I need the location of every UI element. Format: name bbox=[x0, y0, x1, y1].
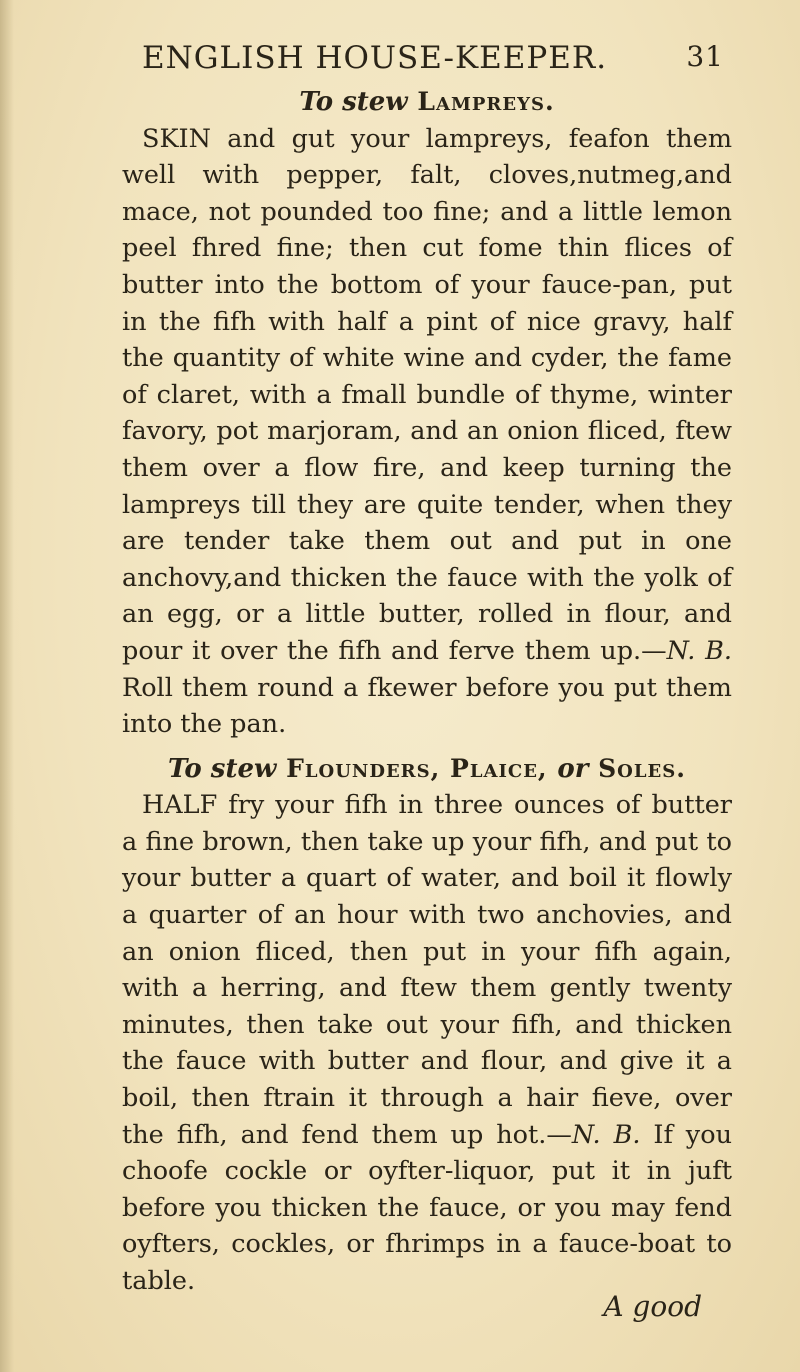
heading-subject: Flounders, Plaice, bbox=[286, 753, 548, 783]
heading-italic: To stew bbox=[168, 753, 277, 784]
binding-shadow bbox=[0, 0, 14, 1372]
recipe-text-after: If you choofe cockle or oyfter-liquor, put it in juft before you thicken the fauce, or you may fend oyfters, cockles, or fhrimps in a fauce-boat to table. bbox=[122, 1119, 732, 1296]
recipe-text: SKIN and gut your lampreys, feafon them well with pepper, falt, cloves,nutmeg,and mace, not pounded too fine; and a little lemon peel fhred fine; then cut fome thin flices of butter into the bottom of your fauce-pan, put in the fifh with half a pint of nice gravy, half the quantity of white wine and cyder, the fame of claret, with a fmall bundle of thyme, winter favory, pot marjoram, and an onion fliced, ftew them over a flow fire, and keep turning the lampreys till they are quite tender, when they are tender take them out and put in one anchovy,and thicken the fauce with the yolk of an egg, or a little butter, rolled in flour, and pour it over the fifh and ferve them up.— bbox=[122, 123, 732, 666]
recipe-heading-lampreys bbox=[122, 84, 732, 121]
recipe-heading-flounders bbox=[122, 751, 732, 788]
heading-italic: To stew bbox=[299, 87, 408, 117]
heading-or: or bbox=[557, 753, 589, 784]
heading-subject: Lampreys. bbox=[417, 87, 555, 116]
nota-bene: N. B. bbox=[571, 1119, 641, 1150]
recipe-text-after: Roll them round a fkewer before you put them into the pan. bbox=[122, 672, 732, 740]
page-number: 31 bbox=[686, 40, 724, 73]
running-header bbox=[142, 40, 724, 76]
recipe-text: HALF fry your fifh in three ounces of butter a fine brown, then take up your fifh, and put to your butter a quart of water, and boil it flowly a quarter of an hour with two anchovies, and an onion fliced, then put in your fifh again, with a herring, and ftew them gently twenty minutes, then take out your fifh, and thicken the fauce with butter and flour, and give it a boil, then ftrain it through a hair fieve, over the fifh, and fend them up hot.— bbox=[122, 790, 732, 1150]
heading-subject-2: Soles. bbox=[598, 753, 686, 783]
page-body bbox=[122, 84, 732, 1300]
running-title: ENGLISH HOUSE-KEEPER. bbox=[142, 40, 608, 76]
catchword: A good bbox=[603, 1290, 702, 1323]
recipe-paragraph-lampreys bbox=[122, 121, 732, 743]
recipe-paragraph-flounders bbox=[122, 787, 732, 1299]
nota-bene: N. B. bbox=[666, 635, 732, 666]
